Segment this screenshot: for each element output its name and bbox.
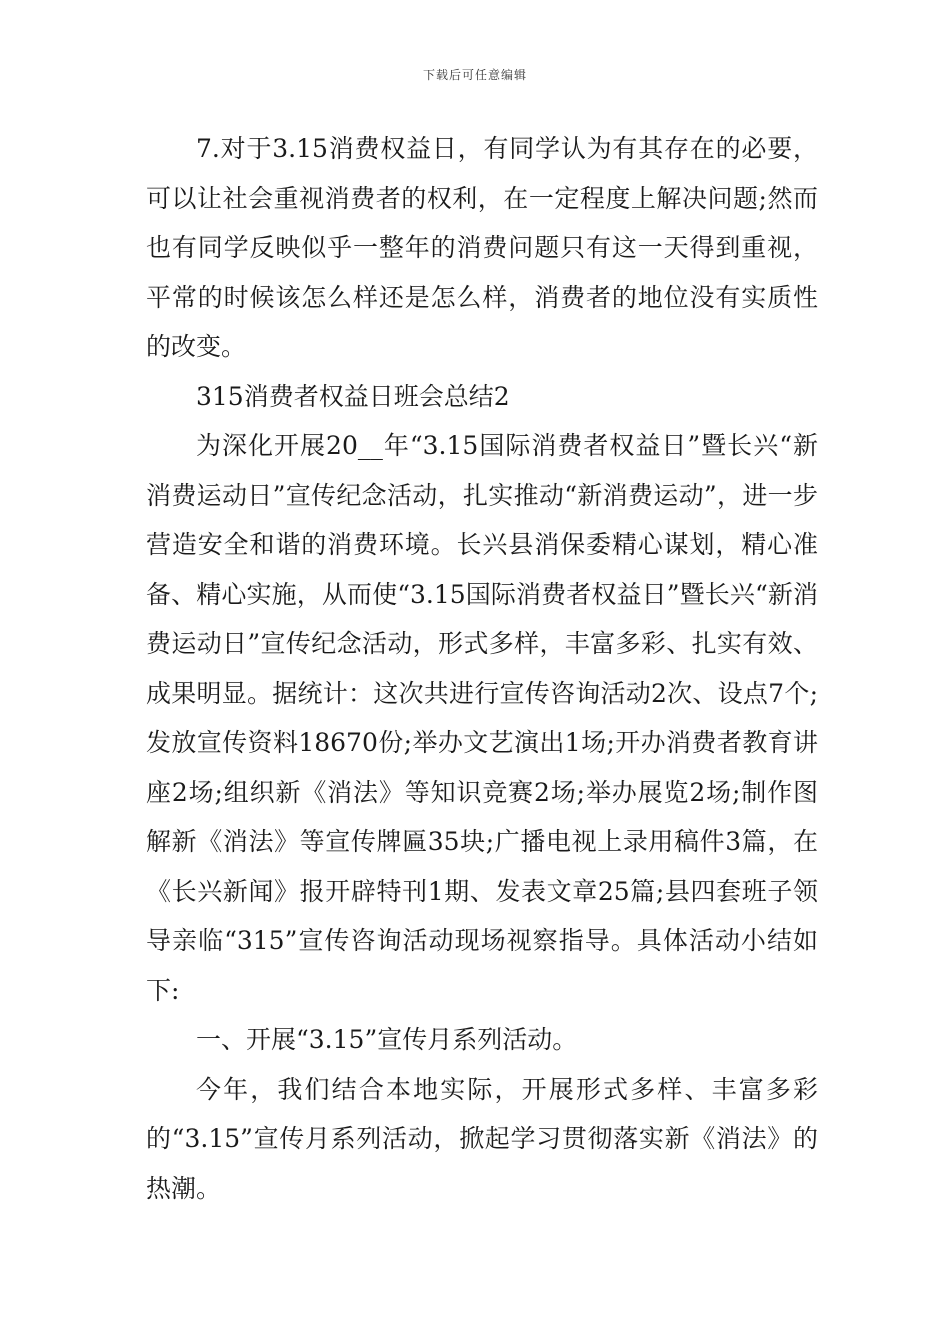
section-title: 315消费者权益日班会总结2: [196, 381, 510, 411]
document-body: [146, 124, 818, 1213]
paragraph-item-7: 7.对于3.15消费权益日，有同学认为有其存在的必要，可以让社会重视消费者的权利，在一定程度上解决问题;然而也有同学反映似乎一整年的消费问题只有这一天得到重视，平常的时候该怎么样还是怎么样，消费者的地位没有实质性的改变。: [146, 134, 818, 361]
subheading-1: 一、开展“3.15”宣传月系列活动。: [196, 1025, 578, 1054]
paragraph-intro: 为深化开展20__年“3.15国际消费者权益日”暨长兴“新消费运动日”宣传纪念活动，扎实推动“新消费运动”，进一步营造安全和谐的消费环境。长兴县消保委精心谋划，精心准备、精心实施，从而使“3.15国际消费者权益日”暨长兴“新消费运动日”宣传纪念活动，形式多样，丰富多彩、扎实有效、成果明显。据统计：这次共进行宣传咨询活动2次、设点7个;发放宣传资料18670份;举办文艺演出1场;开办消费者教育讲座2场;组织新《消法》等知识竞赛2场;举办展览2场;制作图解新《消法》等宣传牌匾35块;广播电视上录用稿件3篇，在《长兴新闻》报开辟特刊1期、发表文章25篇;县四套班子领导亲临“315”宣传咨询活动现场视察指导。具体活动小结如下:: [146, 431, 818, 1005]
paragraph-final: 今年，我们结合本地实际，开展形式多样、丰富多彩的“3.15”宣传月系列活动，掀起学习贯彻落实新《消法》的热潮。: [146, 1074, 818, 1203]
header-note: 下载后可任意编辑: [422, 68, 527, 82]
